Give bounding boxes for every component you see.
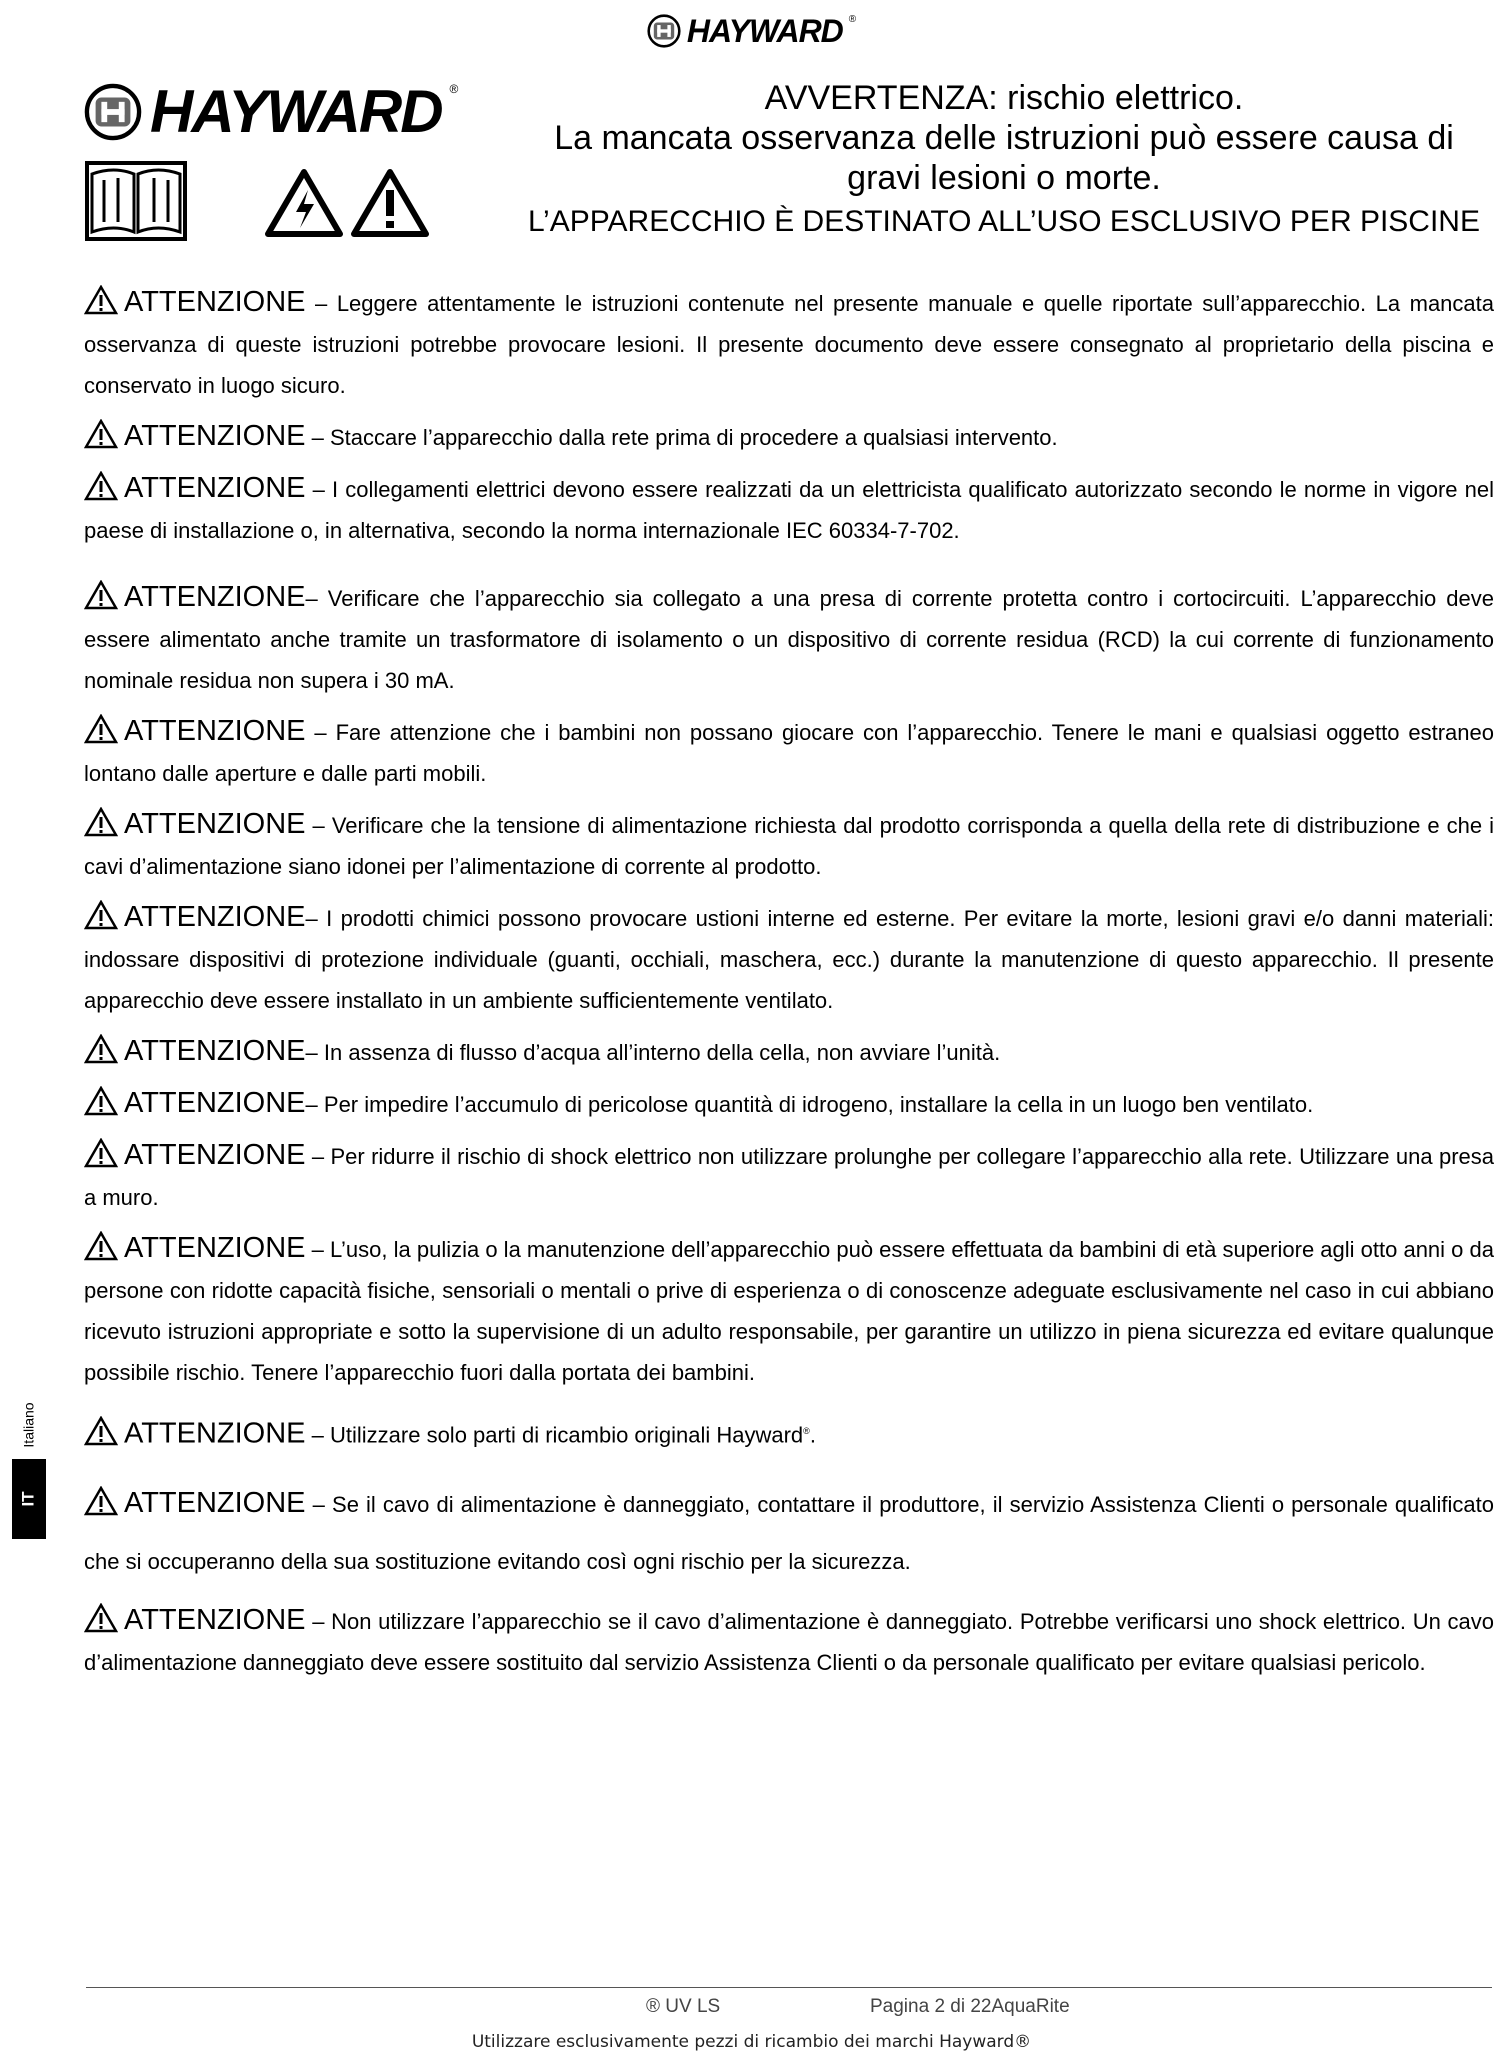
warning-triangle-icon — [84, 1416, 118, 1446]
warning-item: ATTENZIONE– In assenza di flusso d’acqua all’interno della cella, non avviare l’unità. — [84, 1031, 1494, 1073]
warning-title: ATTENZIONE — [124, 715, 306, 747]
warning-item: ATTENZIONE – Non utilizzare l’apparecchio se il cavo d’alimentazione è danneggiato. Potrebbe verificarsi uno shock elettrico. Un cavo d’alimentazione danneggiato deve essere sostituito dal servizio Assistenza Clienti o da personale qualificato per evitare qualsiasi pericolo. — [84, 1604, 1494, 1676]
warning-title: ATTENZIONE — [124, 1035, 306, 1067]
warning-title: ATTENZIONE — [124, 286, 306, 318]
warning-text: I collegamenti elettrici devono essere realizzati da un elettricista qualificato autorizzato secondo le norme in vigore nel paese di installazione o, in alternativa, secondo la norma internazionale IEC 60334-7-702. — [84, 477, 1494, 543]
footer-divider — [86, 1987, 1492, 1988]
hayward-logo-reg: ® — [449, 82, 459, 96]
registered-mark: ® — [803, 1426, 810, 1436]
header — [84, 78, 1494, 248]
warning-text: Per impedire l’accumulo di pericolose quantità di idrogeno, installare la cella in un luogo ben ventilato. — [323, 1092, 1314, 1117]
manual-book-icon — [84, 160, 188, 242]
warning-text: Leggere attentamente le istruzioni contenute nel presente manuale e quelle riportate sull’apparecchio. La mancata osservanza di queste istruzioni potrebbe provocare lesioni. Il presente documento deve essere consegnato al proprietario della piscina e conservato in luogo sicuro. — [84, 291, 1495, 398]
warning-item: ATTENZIONE – Per ridurre il rischio di shock elettrico non utilizzare prolunghe per collegare l’apparecchio alla rete. Utilizzare una presa a muro. — [84, 1139, 1494, 1210]
warning-title: ATTENZIONE — [124, 420, 306, 452]
warning-text: Per ridurre il rischio di shock elettrico non utilizzare prolunghe per collegare l’apparecchio alla rete. Utilizzare una presa a muro. — [84, 1144, 1494, 1210]
warning-text: L’uso, la pulizia o la manutenzione dell’apparecchio può essere effettuata da bambini di età superiore agli otto anni o da persone con ridotte capacità fisiche, sensoriali o mentali o prive di esperienza o di conoscenze adeguate esclusivamente nel caso in cui abbiano ricevuto istruzioni appropriate e sotto la supervisione di un adulto responsabile, per garantire un utilizzo in piena sicurezza ed evitare qualunque possibile rischio. Tenere l’apparecchio fuori dalla portata dei bambini. — [84, 1237, 1494, 1385]
warning-triangle-icon — [84, 1231, 118, 1261]
warning-text: I prodotti chimici possono provocare ustioni interne ed esterne. Per evitare la morte, lesioni gravi e/o danni materiali: indossare dispositivi di protezione individuale (guanti, occhiali, maschera, ecc.) durante la manutenzione di questo apparecchio. Il presente apparecchio deve essere installato in un ambiente sufficientemente ventilato. — [84, 906, 1495, 1013]
warning-item: ATTENZIONE – Utilizzare solo parti di ricambio originali Hayward®. — [84, 1411, 1494, 1455]
hayward-logo-icon — [84, 83, 142, 141]
warning-title: ATTENZIONE — [124, 581, 306, 613]
warning-triangle-icon — [84, 419, 118, 449]
warning-triangle-icon — [84, 900, 118, 930]
warning-text: Utilizzare solo parti di ricambio originali Hayward — [330, 1422, 804, 1448]
warning-title: ATTENZIONE — [124, 1417, 306, 1450]
warning-triangle-icon — [84, 1086, 118, 1116]
header-line-3: gravi lesioni o morte. — [847, 159, 1161, 197]
warning-title: ATTENZIONE — [124, 1232, 306, 1264]
warning-title: ATTENZIONE — [124, 808, 306, 840]
warning-triangle-icon — [350, 168, 430, 238]
warning-item: ATTENZIONE– I prodotti chimici possono provocare ustioni interne ed esterne. Per evitare la morte, lesioni gravi e/o danni materiali: indossare dispositivi di protezione individuale (guanti, occhiali, maschera, ecc.) durante la manutenzione di questo apparecchio. Il presente apparecchio deve essere installato in un ambiente sufficientemente ventilato. — [84, 901, 1495, 1013]
top-logo-reg: ® — [848, 14, 857, 25]
hayward-logo — [84, 78, 459, 145]
electric-hazard-icon — [264, 168, 344, 238]
warning-triangle-icon — [84, 1138, 118, 1168]
warning-title: ATTENZIONE — [124, 472, 306, 504]
warning-text: In assenza di flusso d’acqua all’interno della cella, non avviare l’unità. — [323, 1040, 1001, 1065]
warning-title: ATTENZIONE — [124, 1487, 306, 1520]
warning-triangle-icon — [84, 1034, 118, 1064]
warning-title: ATTENZIONE — [124, 901, 306, 933]
warning-item: ATTENZIONE – Se il cavo di alimentazione è danneggiato, contattare il produttore, il servizio Assistenza Clienti o personale qualificato che si occuperanno della sua sostituzione evitando così ogni rischio per la sicurezza. — [84, 1487, 1494, 1575]
warning-item: ATTENZIONE – L’uso, la pulizia o la manutenzione dell’apparecchio può essere effettuata da bambini di età superiore agli otto anni o da persone con ridotte capacità fisiche, sensoriali o mentali o prive di esperienza o di conoscenze adeguate esclusivamente nel caso in cui abbiano ricevuto istruzioni appropriate e sotto la supervisione di un adulto responsabile, per garantire un utilizzo in piena sicurezza ed evitare qualunque possibile rischio. Tenere l’apparecchio fuori dalla portata dei bambini. — [84, 1232, 1494, 1385]
warning-title: ATTENZIONE — [124, 1087, 306, 1119]
warning-triangle-icon — [84, 807, 118, 837]
hayward-logo-icon — [647, 14, 681, 48]
warning-text: Se il cavo di alimentazione è danneggiato, contattare il produttore, il servizio Assistenza Clienti o personale qualificato che si occuperanno della sua sostituzione evitando così ogni rischio per la sicurezza. — [84, 1492, 1494, 1575]
warning-triangle-icon — [84, 714, 118, 744]
header-line-4: L’APPARECCHIO È DESTINATO ALL’USO ESCLUSIVO PER PISCINE — [528, 205, 1480, 238]
warning-title: ATTENZIONE — [124, 1604, 306, 1637]
language-code-box — [12, 1459, 46, 1539]
footer — [0, 1996, 1503, 2020]
language-tab — [12, 1395, 46, 1545]
top-logo-text: HAYWARD — [686, 12, 843, 49]
hayward-logo-text: HAYWARD — [150, 78, 442, 145]
warning-item: ATTENZIONE – Staccare l’apparecchio dalla rete prima di procedere a qualsiasi intervento. — [84, 416, 1494, 458]
warning-triangle-icon — [84, 580, 118, 610]
warning-triangle-icon — [84, 1486, 118, 1516]
language-label: Italiano — [21, 1402, 37, 1448]
warning-item: ATTENZIONE – I collegamenti elettrici devono essere realizzati da un elettricista qualificato autorizzato secondo le norme in vigore nel paese di installazione o, in alternativa, secondo la norma internazionale IEC 60334-7-702. — [84, 472, 1494, 543]
header-warning-text — [434, 78, 1503, 244]
language-code: IT — [18, 1491, 38, 1507]
warning-item: ATTENZIONE – Fare attenzione che i bambini non possano giocare con l’apparecchio. Tenere le mani e qualsiasi oggetto estraneo lontano dalle aperture e dalle parti mobili. — [84, 715, 1494, 786]
header-line-1: AVVERTENZA: rischio elettrico. — [764, 79, 1244, 117]
warnings-list — [84, 282, 1494, 1683]
footer-model: ® UV LS — [646, 1996, 721, 2017]
warning-text: Verificare che l’apparecchio sia collegato a una presa di corrente protetta contro i cortocircuiti. L’apparecchio deve essere alimentato anche tramite un trasformatore di isolamento o un dispositivo di corrente residua (RCD) la cui corrente di funzionamento nominale residua non supera i 30 mA. — [84, 586, 1494, 693]
header-line-2: La mancata osservanza delle istruzioni può essere causa di — [554, 119, 1454, 157]
warning-triangle-icon — [84, 1603, 118, 1633]
warning-item: ATTENZIONE– Per impedire l’accumulo di pericolose quantità di idrogeno, installare la cella in un luogo ben ventilato. — [84, 1083, 1494, 1125]
warning-triangle-icon — [84, 471, 118, 501]
top-logo — [0, 8, 1503, 54]
warning-text: Verificare che la tensione di alimentazione richiesta dal prodotto corrisponda a quella della rete di distribuzione e che i cavi d’alimentazione siano idonei per l’alimentazione di corrente al prodotto. — [84, 813, 1494, 879]
warning-text: Staccare l’apparecchio dalla rete prima di procedere a qualsiasi intervento. — [330, 425, 1058, 450]
footer-note: Utilizzare esclusivamente pezzi di ricambio dei marchi Hayward® — [471, 2032, 1032, 2052]
warning-text: Non utilizzare l’apparecchio se il cavo d’alimentazione è danneggiato. Potrebbe verificarsi uno shock elettrico. Un cavo d’alimentazione danneggiato deve essere sostituito dal servizio Assistenza Clienti o da personale qualificato per evitare qualsiasi pericolo. — [84, 1609, 1494, 1676]
warning-text: Fare attenzione che i bambini non possano giocare con l’apparecchio. Tenere le mani e qualsiasi oggetto estraneo lontano dalle aperture e dalle parti mobili. — [84, 720, 1494, 786]
warning-item: ATTENZIONE – Verificare che la tensione di alimentazione richiesta dal prodotto corrisponda a quella della rete di distribuzione e che i cavi d’alimentazione siano idonei per l’alimentazione di corrente al prodotto. — [84, 808, 1494, 879]
warning-triangle-icon — [84, 285, 118, 315]
footer-page-number: Pagina 2 di 22AquaRite — [870, 1996, 1070, 2017]
language-label-box — [12, 1395, 46, 1455]
warning-title: ATTENZIONE — [124, 1139, 306, 1171]
warning-item: ATTENZIONE– Verificare che l’apparecchio sia collegato a una presa di corrente protetta contro i cortocircuiti. L’apparecchio deve essere alimentato anche tramite un trasformatore di isolamento o un dispositivo di corrente residua (RCD) la cui corrente di funzionamento nominale residua non supera i 30 mA. — [84, 581, 1494, 693]
warning-item: ATTENZIONE – Leggere attentamente le istruzioni contenute nel presente manuale e quelle riportate sull’apparecchio. La mancata osservanza di queste istruzioni potrebbe provocare lesioni. Il presente documento deve essere consegnato al proprietario della piscina e conservato in luogo sicuro. — [84, 286, 1495, 398]
